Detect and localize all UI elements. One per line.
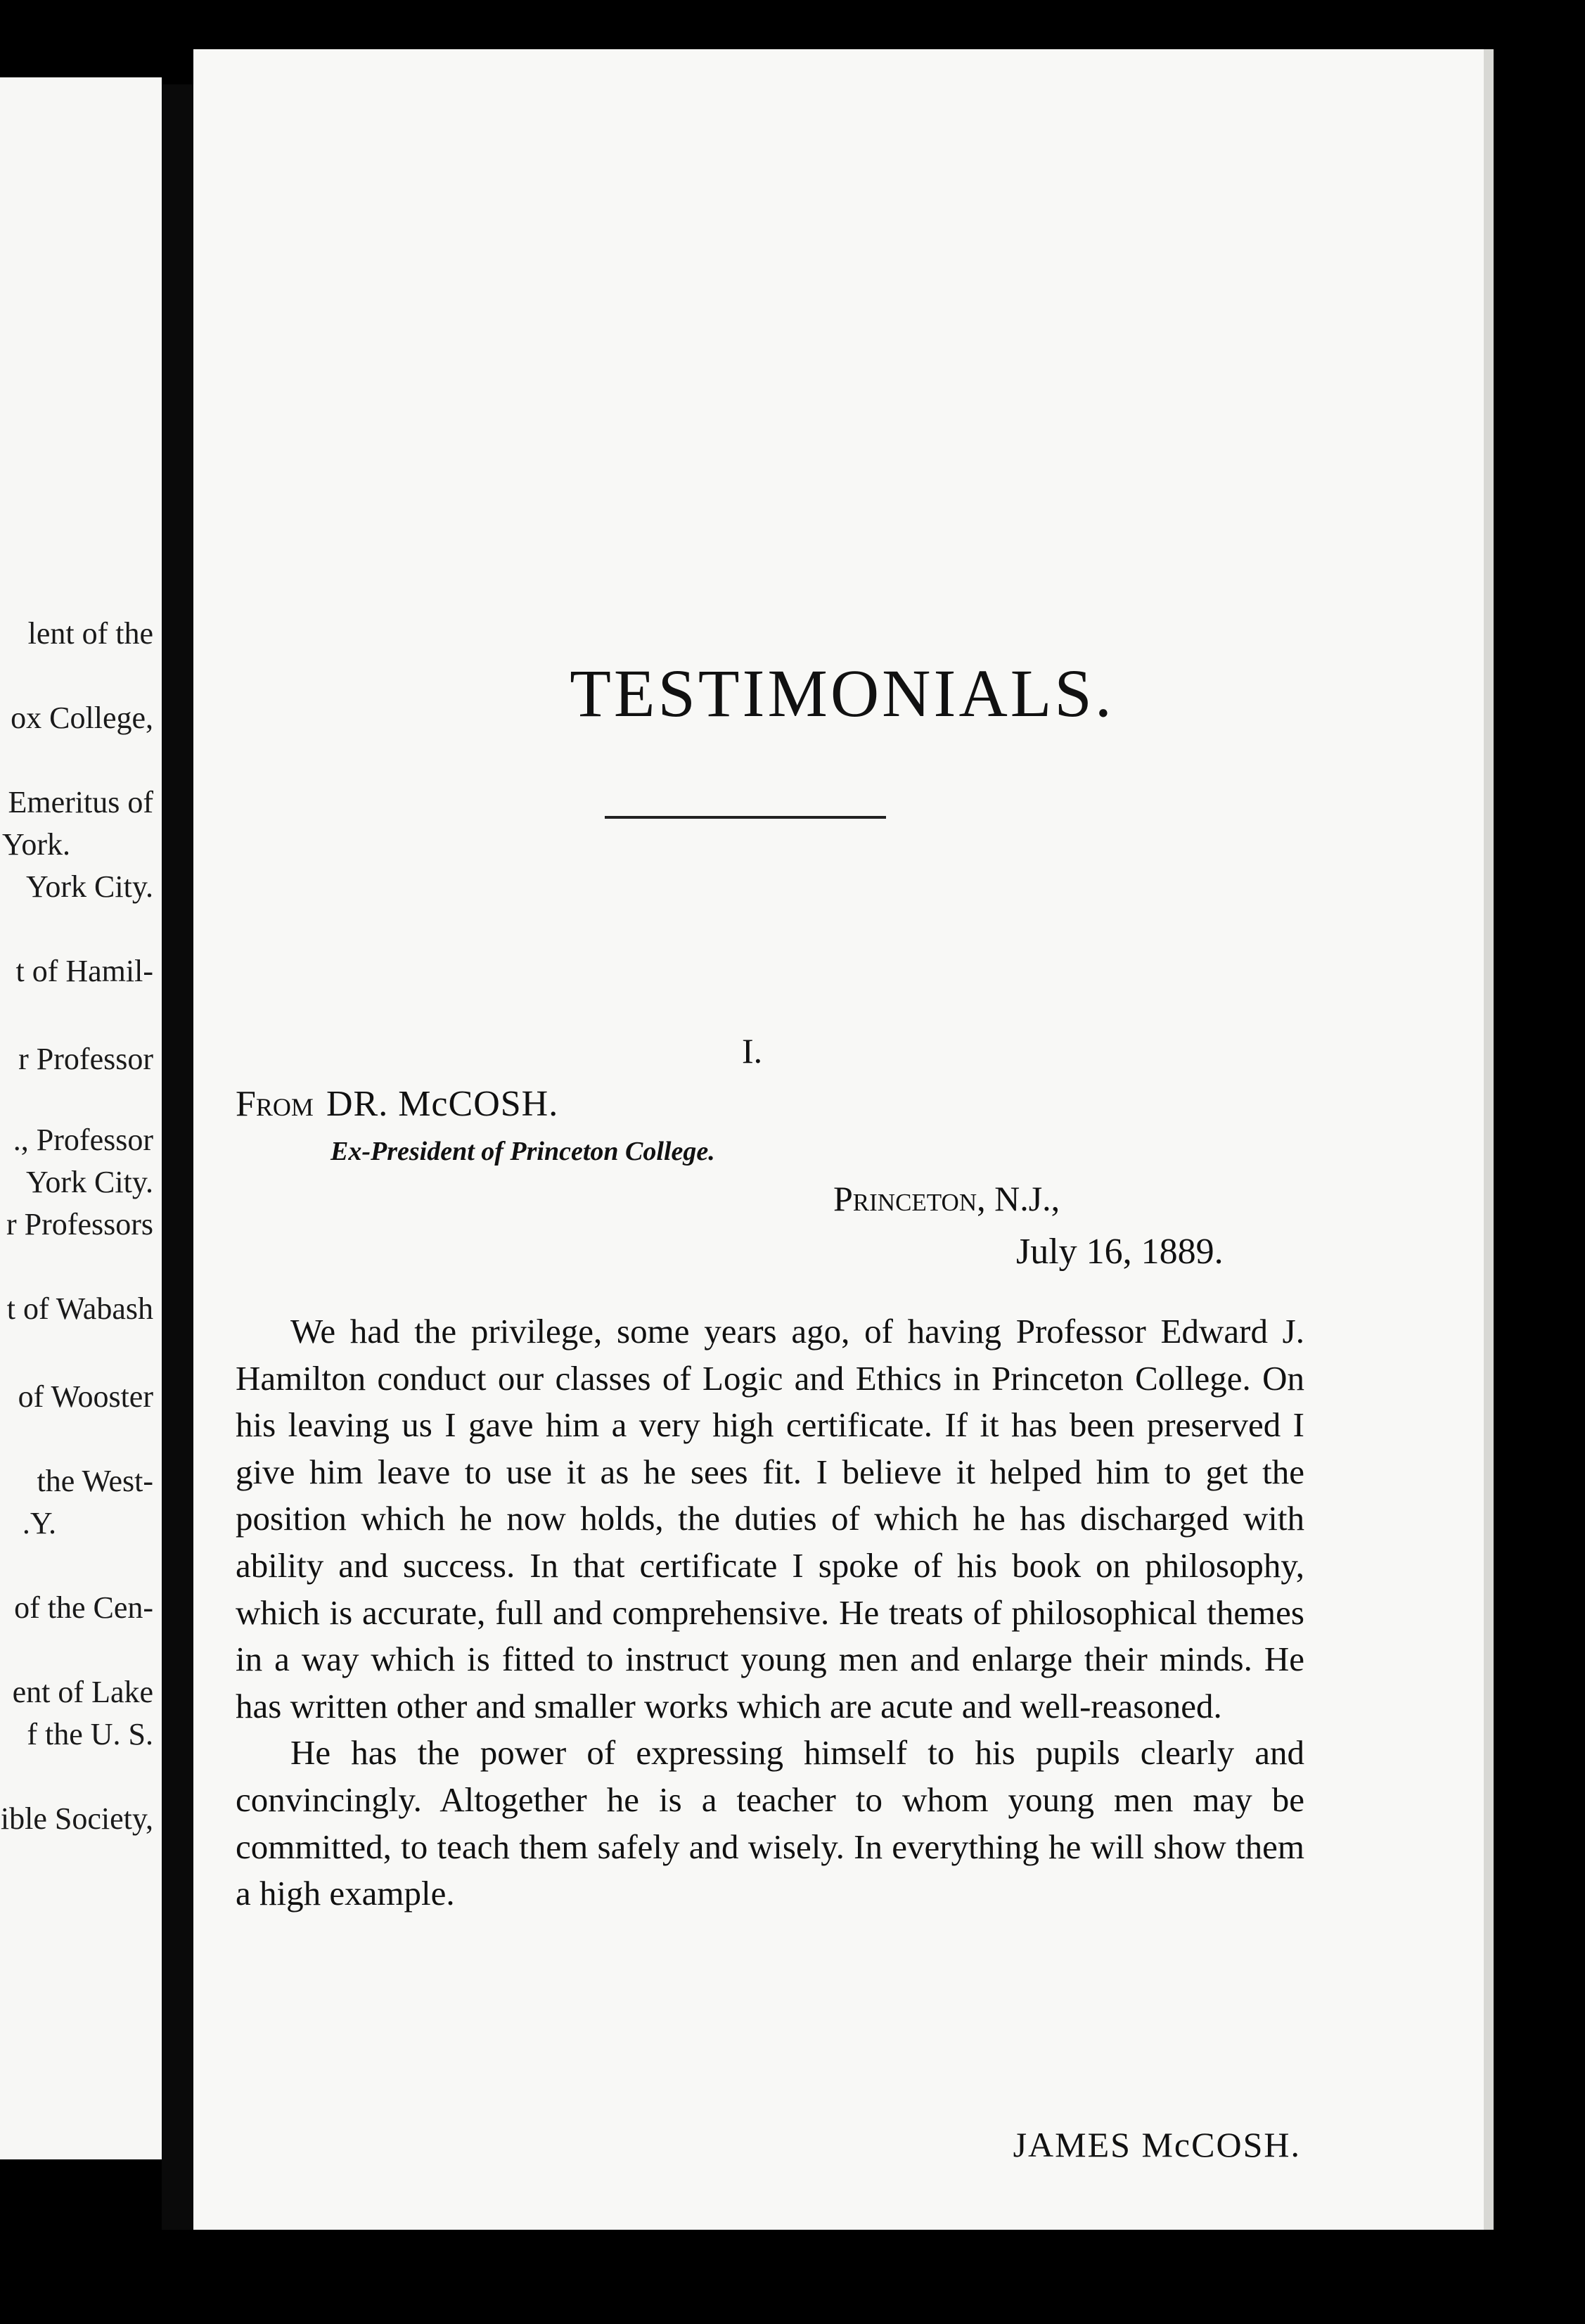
facing-page-line: York City. (26, 1165, 153, 1199)
body-paragraph: He has the power of expressing himself to his pupils clearly and convincingly. Altogether he is a teacher to whom young men may be committed, to teach them safely and wisely. In everything he will show them a high example. (236, 1733, 1304, 1913)
facing-page-line: t of Hamil- (15, 954, 153, 988)
facing-page-line: .Y. (22, 1506, 56, 1540)
facing-page-fragment (0, 77, 162, 2159)
facing-page-line: Emeritus of (8, 785, 153, 819)
section-numeral: I. (742, 1031, 763, 1071)
facing-page-line: ox College, (11, 701, 153, 735)
facing-page-line: York City. (26, 869, 153, 904)
facing-page-line: ., Professor (13, 1123, 153, 1157)
author-affiliation: Ex-President of Princeton College. (331, 1137, 715, 1166)
facing-page-line: r Professors (6, 1207, 153, 1241)
signature: JAMES McCOSH. (1013, 2125, 1301, 2164)
facing-page-line: the West- (37, 1464, 153, 1498)
facing-page-line: ible Society, (0, 1801, 153, 1836)
testimonial-page (193, 49, 1491, 2230)
facing-page-line: York. (1, 827, 70, 862)
author-name: DR. McCOSH. (326, 1084, 559, 1124)
page-title: TESTIMONIALS. (570, 656, 1115, 731)
facing-page-line: lent of the (27, 616, 153, 651)
from-line (236, 1083, 558, 1125)
from-prefix: From (236, 1084, 314, 1124)
letter-body (236, 1308, 1304, 1917)
body-paragraph: We had the privilege, some years ago, of having Professor Edward J. Hamilton conduct our classes of Logic and Ethics in Princeton College. On his leaving us I gave him a very high certificate. If it has been preserved I give him leave to use it as he sees fit. I believe it helped him to get the position which he now holds, the duties of which he has discharged with ability and success. In that certificate I spoke of his book on philosophy, which is accurate, full and comprehensive. He treats of philosophical themes in a way which is fitted to instruct young men and enlarge their minds. He has written other and smaller works which are acute and well-reasoned. (236, 1312, 1304, 1725)
facing-page-line: of Wooster (18, 1379, 153, 1414)
facing-page-line: ent of Lake (12, 1675, 153, 1709)
facing-page-line: f the U. S. (27, 1717, 153, 1751)
facing-page-line: of the Cen- (14, 1590, 153, 1625)
facing-page-line: t of Wabash (6, 1291, 153, 1326)
letter-date: July 16, 1889. (1016, 1232, 1224, 1272)
facing-page-line: r Professor (18, 1042, 153, 1076)
book-gutter (162, 84, 193, 2230)
title-rule (605, 816, 886, 819)
page-edge (1484, 49, 1494, 2230)
letter-place: Princeton, N.J., (833, 1179, 1060, 1218)
